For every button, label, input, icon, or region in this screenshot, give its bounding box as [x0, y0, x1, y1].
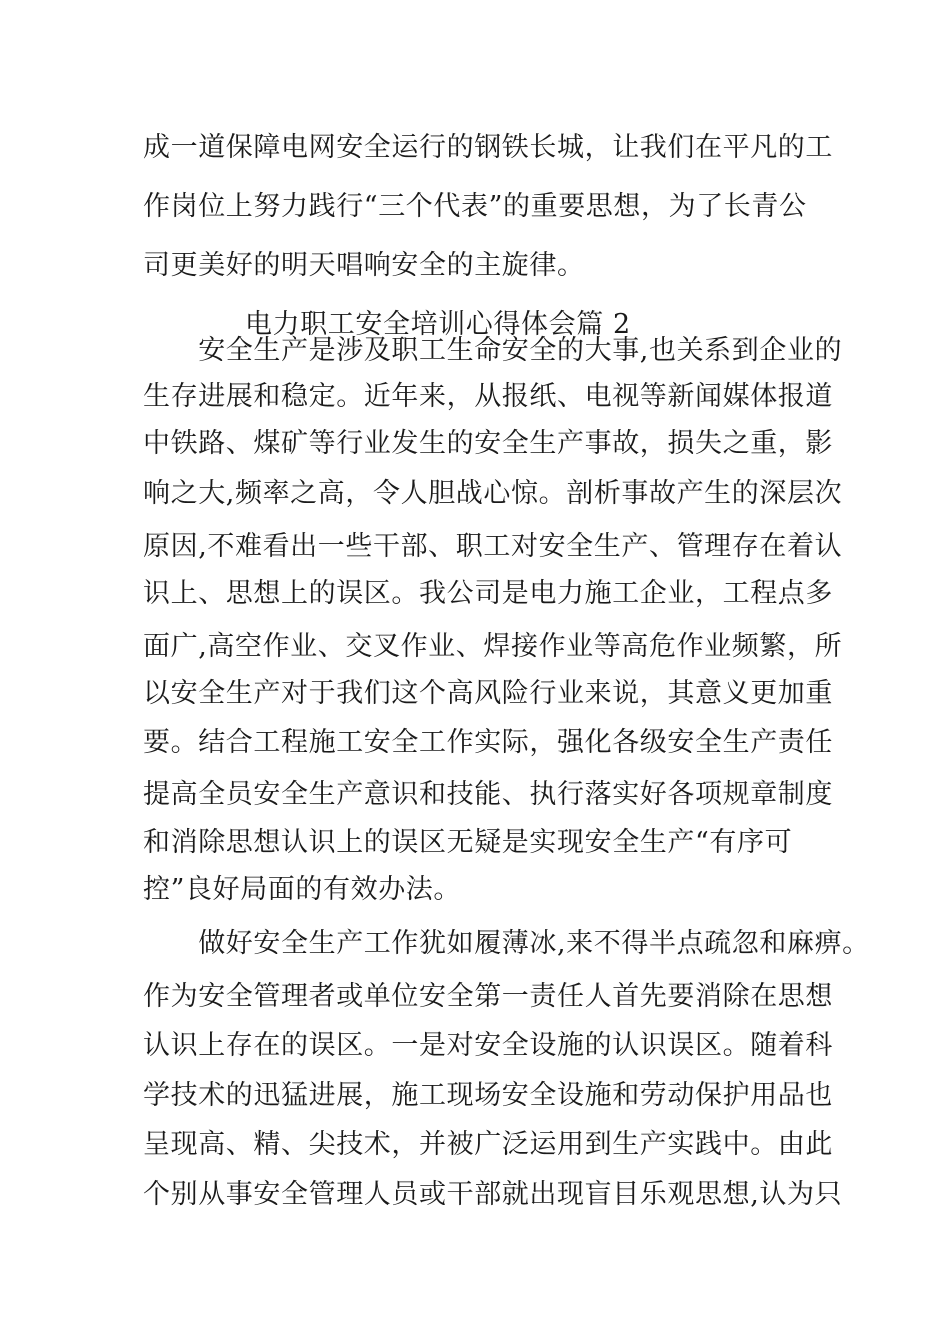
text-line: 控”良好局面的有效办法。: [143, 874, 462, 905]
text-line: 和消除思想认识上的误区无疑是实现安全生产“有序可: [143, 827, 793, 858]
text-line: 做好安全生产工作犹如履薄冰,来不得半点疏忽和麻痹。: [143, 928, 870, 959]
text-line: 原因,不难看出一些干部、职工对安全生产、管理存在着认: [143, 531, 843, 562]
text-line: 安全生产是涉及职工生命安全的大事,也关系到企业的: [143, 335, 843, 366]
text-line: 中铁路、煤矿等行业发生的安全生产事故，损失之重，影: [143, 428, 833, 459]
text-line: 以安全生产对于我们这个高风险行业来说，其意义更加重: [143, 678, 833, 709]
text-line: 生存进展和稳定。近年来，从报纸、电视等新闻媒体报道: [143, 381, 833, 412]
text-line: 成一道保障电网安全运行的钢铁长城，让我们在平凡的工: [143, 132, 833, 163]
text-line: 提高全员安全生产意识和技能、执行落实好各项规章制度: [143, 779, 833, 810]
text-line: 呈现高、精、尖技术，并被广泛运用到生产实践中。由此: [143, 1129, 833, 1160]
text-line: 司更美好的明天唱响安全的主旋律。: [143, 250, 585, 281]
text-line: 认识上存在的误区。一是对安全设施的认识误区。随着科: [143, 1030, 833, 1061]
text-line: 个别从事安全管理人员或干部就出现盲目乐观思想,认为只: [143, 1179, 843, 1210]
text-line: 识上、思想上的误区。我公司是电力施工企业，工程点多: [143, 578, 833, 609]
text-line: 面广,高空作业、交叉作业、焊接作业等高危作业频繁，所: [143, 631, 843, 662]
section-heading: 电力职工安全培训心得体会篇 2: [245, 309, 631, 340]
text-line: 作为安全管理者或单位安全第一责任人首先要消除在思想: [143, 981, 833, 1012]
text-line: 响之大,频率之高，令人胆战心惊。剖析事故产生的深层次: [143, 478, 843, 509]
text-line: 要。结合工程施工安全工作实际，强化各级安全生产责任: [143, 727, 833, 758]
text-line: 作岗位上努力践行“三个代表”的重要思想，为了长青公: [143, 191, 807, 222]
text-line: 学技术的迅猛进展，施工现场安全设施和劳动保护用品也: [143, 1080, 833, 1111]
